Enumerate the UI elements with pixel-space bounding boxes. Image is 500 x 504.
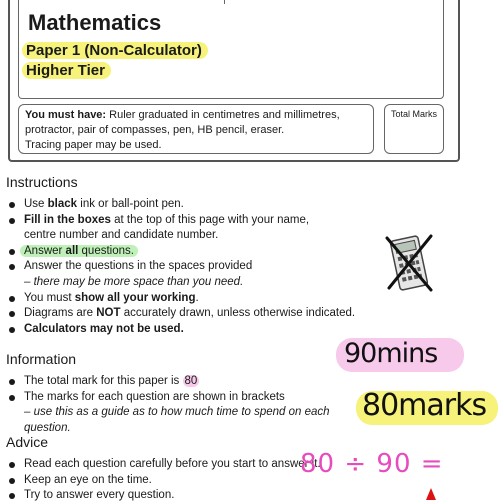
marks-annotation: 80marks (362, 388, 487, 423)
information-heading: Information (6, 351, 77, 367)
information-list (8, 374, 378, 436)
list-item: Answer the questions in the spaces provided (8, 259, 388, 275)
total-marks-box (384, 104, 444, 154)
list-item: Keep an eye on the time. (8, 473, 388, 489)
tier-title (26, 61, 111, 81)
list-item: Fill in the boxes at the top of this page with your name, (8, 213, 388, 229)
subject-title: Mathematics (28, 10, 162, 35)
division-annotation: 80 ÷ 90 = (300, 449, 444, 479)
list-item (8, 244, 388, 260)
list-item: The total mark for this paper is 80 (8, 374, 378, 390)
list-item: Calculators may not be used. (8, 322, 388, 338)
total-mark-value: 80 (184, 375, 198, 387)
total-marks-label: Total Marks (390, 109, 437, 119)
tier-title-text: Higher Tier (22, 62, 111, 79)
instructions-list (8, 197, 388, 337)
list-item: The marks for each question are shown in brackets (8, 390, 378, 406)
candidate-box-divider (224, 0, 225, 4)
list-item: Use black ink or ball-point pen. (8, 197, 388, 213)
paper-title (26, 41, 208, 61)
list-item: Try to answer every question. (8, 488, 388, 504)
advice-heading: Advice (6, 434, 49, 450)
must-have-box (18, 104, 374, 154)
list-item-note: – use this as a guide as to how much time to spend on each question. (24, 406, 330, 434)
mins-annotation: 90mins (344, 338, 438, 369)
list-item-continuation: centre number and candidate number. (24, 229, 219, 242)
must-have-label: You must have: (25, 109, 107, 121)
list-item-note: – there may be more space than you need. (24, 275, 244, 288)
list-item: Diagrams are NOT accurately drawn, unless otherwise indicated. (8, 306, 388, 322)
paper-title-text: Paper 1 (Non-Calculator) (22, 42, 208, 59)
tracing-text: Tracing paper may be used. (25, 139, 162, 151)
list-item: Read each question carefully before you start to answer it. (8, 457, 388, 473)
list-item: You must show all your working. (8, 291, 388, 307)
instructions-heading: Instructions (6, 174, 78, 190)
pen-mark-icon (424, 486, 438, 500)
must-have-text: Ruler graduated in centimetres and millimetres, protractor, pair of compasses, pen, HB pencil, eraser. (25, 109, 340, 136)
answer-all-highlight: Answer all questions. (20, 245, 138, 257)
crossed-out-calculator-icon (383, 232, 435, 294)
